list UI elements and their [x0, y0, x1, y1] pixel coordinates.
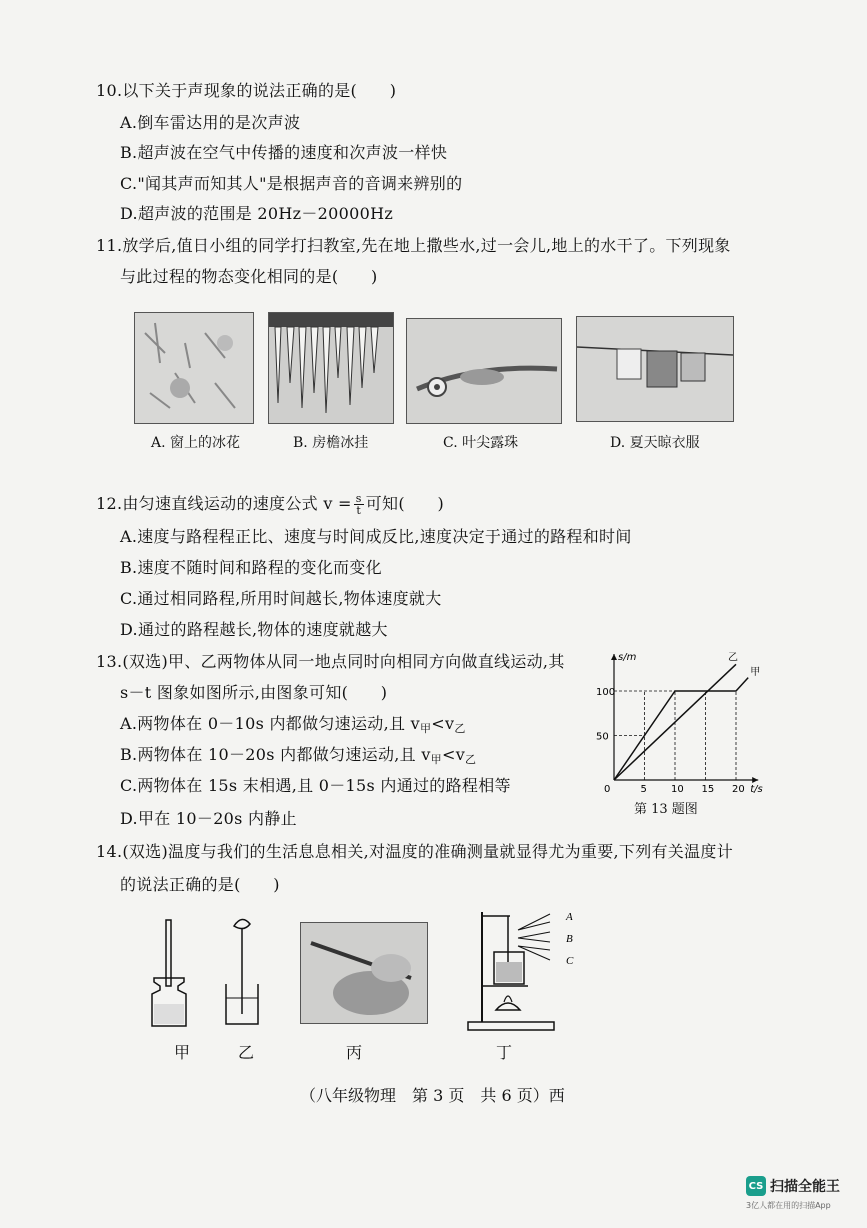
q10-option-d: D.超声波的范围是 20Hz－20000Hz: [120, 204, 394, 223]
q14-caption-ding: 丁: [496, 1043, 513, 1062]
q11-stem-line1: 11.放学后,值日小组的同学打扫教室,先在地上撒些水,过一会儿,地上的水干了。下列现象: [96, 236, 731, 255]
series-yi-label: 乙: [728, 652, 738, 664]
q11-stem-line2: 与此过程的物态变化相同的是( ): [120, 267, 378, 286]
q12-option-a: A.速度与路程程正比、速度与时间成反比,速度决定于通过的路程和时间: [120, 527, 632, 546]
photo-icicles: [268, 312, 394, 424]
ding-label-a: A: [566, 911, 573, 923]
photo-drying-clothes: [576, 316, 734, 422]
q14-stem-line2: 的说法正确的是( ): [120, 875, 280, 894]
sub-jia: 甲: [430, 753, 442, 766]
q13-option-d: D.甲在 10－20s 内静止: [120, 809, 297, 828]
scanner-tagline: 3亿人都在用的扫描App: [746, 1201, 831, 1210]
photo-window-frost: [134, 312, 254, 424]
q13-option-a: [120, 711, 466, 736]
dew-image: [407, 319, 561, 423]
q13-option-b: [120, 742, 476, 767]
photo-dew-drop: [406, 318, 562, 424]
q13-option-b-text: B.两物体在 10－20s 内都做匀速运动,且 v: [120, 745, 431, 764]
origin-label: 0: [604, 784, 611, 795]
less-than-v: <v: [441, 745, 466, 764]
fraction-denominator: t: [356, 504, 362, 517]
x-tick-label: 15: [701, 784, 715, 795]
q12-stem: [96, 491, 444, 516]
frost-image: [135, 313, 253, 423]
q10-option-c: C."闻其声而知其人"是根据声音的音调来辨别的: [120, 174, 463, 193]
q14-caption-jia: 甲: [174, 1043, 191, 1062]
q13-figure-caption: 第 13 题图: [634, 802, 698, 817]
q11-caption-d: D. 夏天晾衣服: [610, 435, 700, 451]
y-axis-label: s/m: [618, 652, 637, 663]
q13-option-a-text: A.两物体在 0－10s 内都做匀速运动,且 v: [120, 714, 420, 733]
q11-caption-a: A. 窗上的冰花: [151, 435, 241, 451]
sub-yi: 乙: [465, 753, 477, 766]
q11-caption-c: C. 叶尖露珠: [443, 435, 519, 451]
q12-option-b: B.速度不随时间和路程的变化而变化: [120, 558, 382, 577]
y-tick-label: 100: [596, 687, 616, 698]
page-footer: （八年级物理 第 3 页 共 6 页）西: [300, 1086, 565, 1105]
x-tick-label: 20: [732, 784, 745, 795]
icicles-image: [269, 313, 393, 423]
less-than-v: <v: [431, 714, 455, 733]
x-axis-label: t/s: [750, 784, 763, 795]
speed-formula-fraction: [354, 493, 364, 516]
fraction-numerator: s: [355, 492, 362, 505]
series-jia-label: 甲: [750, 666, 761, 678]
x-tick-label: 10: [671, 784, 684, 795]
q12-stem-after: 可知( ): [365, 494, 445, 513]
y-axis-arrow: [611, 654, 617, 660]
q12-stem-before: 12.由匀速直线运动的速度公式 v =: [96, 494, 352, 513]
scanner-logo-icon: CS: [746, 1176, 766, 1196]
sub-yi: 乙: [454, 722, 466, 735]
ding-label-c: C: [566, 955, 574, 967]
q10-option-b: B.超声波在空气中传播的速度和次声波一样快: [120, 143, 448, 162]
q12-option-c: C.通过相同路程,所用时间越长,物体速度就大: [120, 589, 442, 608]
q13-stem-line2: s－t 图象如图所示,由图象可知( ): [120, 683, 388, 702]
q14-caption-bing: 丙: [346, 1043, 363, 1062]
q11-caption-b: B. 房檐冰挂: [293, 435, 369, 451]
y-tick-label: 50: [596, 731, 609, 743]
thermometer-in-beaker-figure: [220, 914, 264, 1030]
q10-stem: 10.以下关于声现象的说法正确的是( ): [96, 81, 397, 100]
q13-stem-line1: 13.(双选)甲、乙两物体从同一地点同时向相同方向做直线运动,其: [96, 652, 565, 671]
clinical-thermometer-image: [301, 923, 427, 1023]
q12-option-d: D.通过的路程越长,物体的速度就越大: [120, 620, 388, 639]
photo-clinical-thermometer: [300, 922, 428, 1024]
scanner-watermark: [746, 1176, 840, 1196]
st-graph: [596, 646, 766, 796]
series-jia-line: [614, 678, 748, 780]
sub-jia: 甲: [419, 722, 432, 735]
q10-option-a: A.倒车雷达用的是次声波: [120, 113, 301, 132]
x-axis-arrow: [752, 777, 758, 783]
q14-caption-yi: 乙: [238, 1043, 255, 1062]
ding-label-b: B: [566, 933, 573, 945]
thermometer-in-bottle-figure: [148, 918, 190, 1030]
heating-apparatus-figure: [462, 906, 592, 1034]
q13-option-c: C.两物体在 15s 末相遇,且 0－15s 内通过的路程相等: [120, 776, 511, 795]
x-tick-label: 5: [640, 784, 647, 795]
clothes-image: [577, 317, 733, 421]
q14-stem-line1: 14.(双选)温度与我们的生活息息相关,对温度的准确测量就显得尤为重要,下列有关温度计: [96, 842, 734, 861]
scanner-app-name: 扫描全能王: [770, 1179, 840, 1195]
